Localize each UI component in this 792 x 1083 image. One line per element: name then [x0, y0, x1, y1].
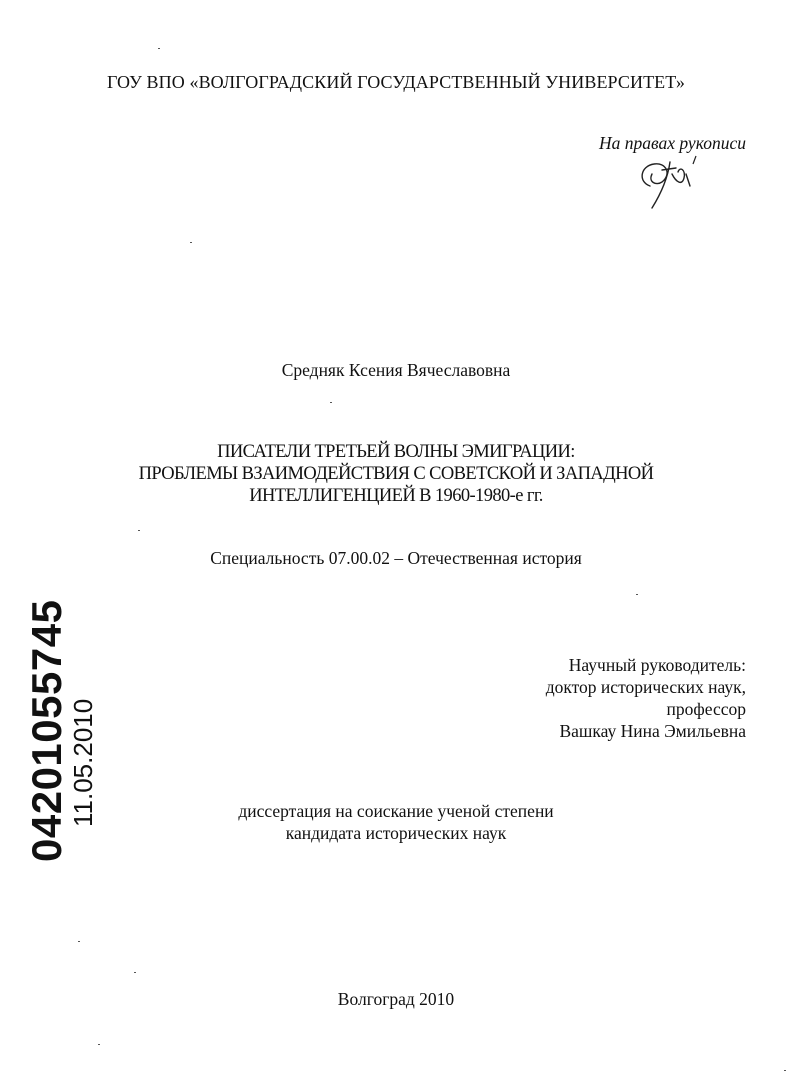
supervisor-rank: профессор	[666, 699, 746, 719]
supervisor-name: Вашкау Нина Эмильевна	[559, 721, 746, 741]
scan-speck	[98, 1044, 100, 1045]
supervisor-label: Научный руководитель:	[568, 655, 746, 675]
scan-speck	[138, 530, 140, 531]
library-stamp-date: 11.05.2010	[68, 698, 98, 827]
scan-speck	[78, 941, 80, 942]
title-line-1: ПИСАТЕЛИ ТРЕТЬЕЙ ВОЛНЫ ЭМИГРАЦИИ:	[217, 442, 575, 462]
thesis-type-line-2: кандидата исторических наук	[285, 823, 507, 843]
signature-mark	[632, 152, 704, 210]
title-line-3: ИНТЕЛЛИГЕНЦИЕЙ В 1960-1980-е гг.	[249, 486, 543, 506]
library-stamp-number: 04201055745	[23, 599, 70, 862]
scan-speck	[636, 594, 638, 595]
scan-speck	[190, 242, 192, 243]
scan-speck	[158, 48, 160, 49]
title-line-2: ПРОБЛЕМЫ ВЗАИМОДЕЙСТВИЯ С СОВЕТСКОЙ И ЗАПАДНОЙ	[138, 464, 654, 484]
institution-heading: ГОУ ВПО «ВОЛГОГРАДСКИЙ ГОСУДАРСТВЕННЫЙ УНИВЕРСИТЕТ»	[106, 72, 686, 92]
city-year: Волгоград 2010	[337, 989, 455, 1009]
scan-speck	[134, 972, 136, 973]
thesis-type-line-1: диссертация на соискание ученой степени	[238, 801, 554, 821]
scan-speck	[784, 1070, 786, 1071]
supervisor-degree: доктор исторических наук,	[545, 677, 746, 697]
scan-speck	[330, 402, 332, 403]
supervisor-block	[546, 654, 746, 742]
rights-note: На правах рукописи	[599, 133, 746, 153]
author-name: Средняк Ксения Вячеславовна	[281, 360, 511, 380]
specialty-line: Специальность 07.00.02 – Отечественная история	[210, 548, 582, 568]
